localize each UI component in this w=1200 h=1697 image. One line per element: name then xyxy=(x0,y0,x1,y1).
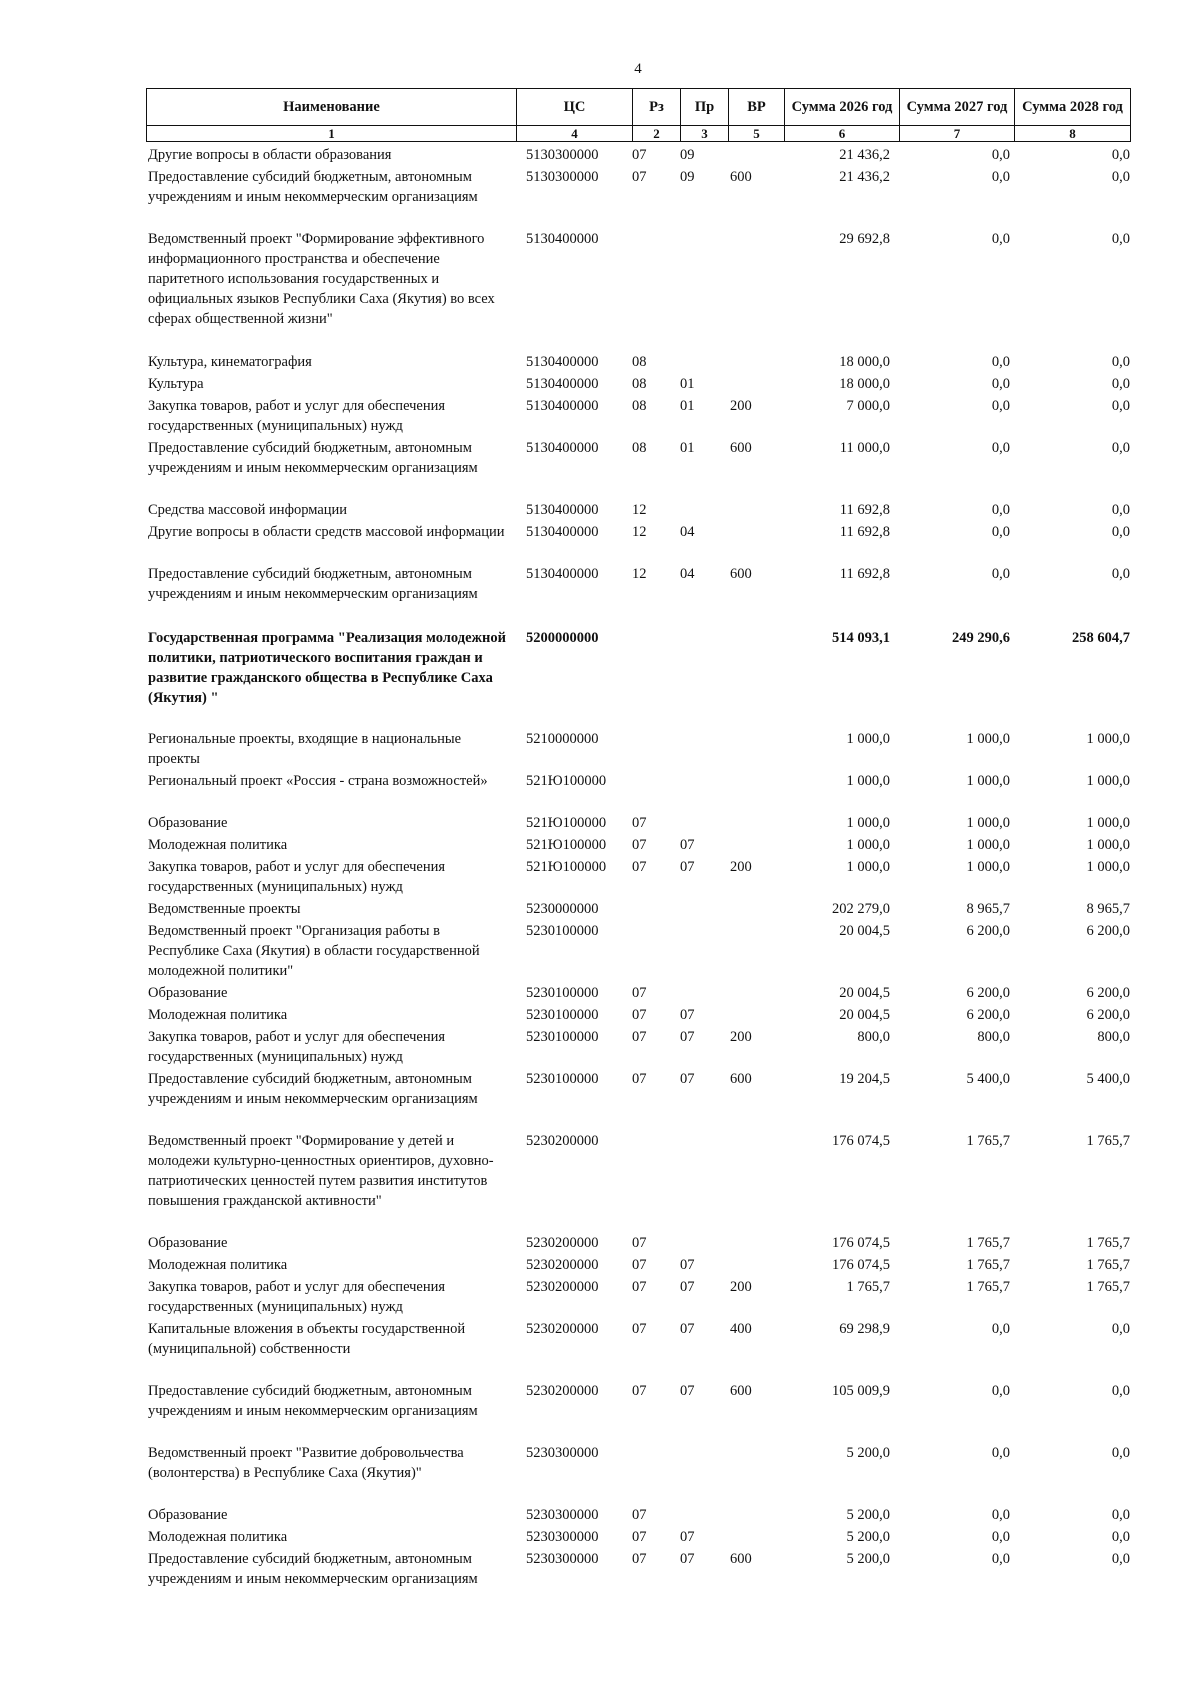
row-pr: 04 xyxy=(680,566,695,582)
row-vr: 600 xyxy=(730,1383,752,1399)
row-sum-2027: 0,0 xyxy=(991,1445,1010,1461)
row-sum-2028: 8 965,7 xyxy=(1086,901,1130,917)
row-cs: 5230200000 xyxy=(526,1383,599,1399)
row-sum-2027: 1 000,0 xyxy=(966,773,1010,789)
row-name: Региональный проект «Россия - страна возможностей» xyxy=(148,773,488,789)
row-sum-2028: 0,0 xyxy=(1111,231,1130,247)
row-name: Ведомственный проект "Развитие добровольчества (волонтерства) в Республике Саха (Якутия)" xyxy=(148,1445,464,1481)
row-sum-2028: 0,0 xyxy=(1111,1507,1130,1523)
row-sum-2026: 202 279,0 xyxy=(832,901,890,917)
row-rz: 12 xyxy=(632,524,647,540)
row-sum-2028: 0,0 xyxy=(1111,1529,1130,1545)
header-vr: ВР xyxy=(729,89,785,126)
row-sum-2027: 0,0 xyxy=(991,354,1010,370)
row-sum-2026: 21 436,2 xyxy=(839,169,890,185)
row-sum-2027: 800,0 xyxy=(977,1029,1010,1045)
row-sum-2026: 5 200,0 xyxy=(846,1551,890,1567)
row-pr: 07 xyxy=(680,1529,695,1545)
header-num-rz: 2 xyxy=(633,126,681,142)
row-sum-2028: 6 200,0 xyxy=(1086,923,1130,939)
row-sum-2027: 6 200,0 xyxy=(966,1007,1010,1023)
row-rz: 07 xyxy=(632,169,647,185)
row-name: Другие вопросы в области образования xyxy=(148,147,392,163)
row-sum-2028: 6 200,0 xyxy=(1086,1007,1130,1023)
row-sum-2027: 0,0 xyxy=(991,440,1010,456)
row-cs: 5130300000 xyxy=(526,169,599,185)
row-vr: 600 xyxy=(730,1551,752,1567)
row-sum-2027: 0,0 xyxy=(991,1321,1010,1337)
row-sum-2028: 1 765,7 xyxy=(1086,1257,1130,1273)
row-name: Капитальные вложения в объекты государственной (муниципальной) собственности xyxy=(148,1321,466,1357)
row-rz: 12 xyxy=(632,502,647,518)
row-name: Ведомственные проекты xyxy=(148,901,301,917)
row-rz: 07 xyxy=(632,147,647,163)
row-vr: 200 xyxy=(730,1029,752,1045)
header-num-vr: 5 xyxy=(729,126,785,142)
row-name: Образование xyxy=(148,815,228,831)
row-pr: 07 xyxy=(680,1383,695,1399)
row-sum-2028: 0,0 xyxy=(1111,566,1130,582)
row-sum-2028: 6 200,0 xyxy=(1086,985,1130,1001)
row-sum-2028: 1 000,0 xyxy=(1086,859,1130,875)
row-pr: 09 xyxy=(680,169,695,185)
row-name: Образование xyxy=(148,985,228,1001)
row-cs: 5210000000 xyxy=(526,731,599,747)
row-sum-2027: 0,0 xyxy=(991,524,1010,540)
row-rz: 07 xyxy=(632,1257,647,1273)
row-sum-2026: 20 004,5 xyxy=(839,985,890,1001)
row-name: Средства массовой информации xyxy=(148,502,348,518)
row-cs: 521Ю100000 xyxy=(526,773,607,789)
row-cs: 5230100000 xyxy=(526,1071,599,1087)
row-sum-2026: 11 000,0 xyxy=(839,440,890,456)
row-cs: 5130400000 xyxy=(526,566,599,582)
row-sum-2026: 176 074,5 xyxy=(832,1235,890,1251)
header-sum-2026: Сумма 2026 год xyxy=(785,89,900,126)
header-sum-2028: Сумма 2028 год xyxy=(1015,89,1131,126)
row-sum-2026: 5 200,0 xyxy=(846,1529,890,1545)
row-cs: 5130300000 xyxy=(526,147,599,163)
header-sum-2027: Сумма 2027 год xyxy=(900,89,1015,126)
row-pr: 07 xyxy=(680,1257,695,1273)
row-sum-2026: 19 204,5 xyxy=(839,1071,890,1087)
row-sum-2026: 7 000,0 xyxy=(846,398,890,414)
header-num-sum-2028: 8 xyxy=(1015,126,1131,142)
row-sum-2027: 0,0 xyxy=(991,502,1010,518)
header-cs: ЦС xyxy=(517,89,633,126)
row-sum-2026: 514 093,1 xyxy=(832,630,890,646)
row-sum-2027: 1 000,0 xyxy=(966,731,1010,747)
row-sum-2026: 11 692,8 xyxy=(839,566,890,582)
row-sum-2027: 1 765,7 xyxy=(966,1133,1010,1149)
row-vr: 400 xyxy=(730,1321,752,1337)
row-vr: 600 xyxy=(730,169,752,185)
row-cs: 521Ю100000 xyxy=(526,837,607,853)
row-sum-2026: 18 000,0 xyxy=(839,354,890,370)
row-sum-2027: 0,0 xyxy=(991,1551,1010,1567)
row-rz: 07 xyxy=(632,815,647,831)
row-rz: 08 xyxy=(632,376,647,392)
row-sum-2028: 800,0 xyxy=(1097,1029,1130,1045)
row-name: Региональные проекты, входящие в национальные проекты xyxy=(148,731,462,767)
row-cs: 5230300000 xyxy=(526,1529,599,1545)
row-sum-2028: 258 604,7 xyxy=(1072,630,1130,646)
row-sum-2027: 8 965,7 xyxy=(966,901,1010,917)
row-name: Образование xyxy=(148,1235,228,1251)
header-num-sum-2026: 6 xyxy=(785,126,900,142)
row-name: Другие вопросы в области средств массовой информации xyxy=(148,524,505,540)
row-cs: 5230200000 xyxy=(526,1133,599,1149)
row-pr: 09 xyxy=(680,147,695,163)
row-cs: 5230300000 xyxy=(526,1445,599,1461)
row-sum-2027: 0,0 xyxy=(991,147,1010,163)
row-pr: 07 xyxy=(680,837,695,853)
row-cs: 5130400000 xyxy=(526,376,599,392)
row-pr: 07 xyxy=(680,1007,695,1023)
row-sum-2028: 0,0 xyxy=(1111,1321,1130,1337)
row-name: Ведомственный проект "Формирование у детей и молодежи культурно-ценностных ориентиров, духовно-патриотических ценностей путем развития институтов повышения гражданской активности" xyxy=(148,1133,494,1209)
row-rz: 07 xyxy=(632,837,647,853)
row-rz: 08 xyxy=(632,354,647,370)
header-rz: Рз xyxy=(633,89,681,126)
row-cs: 521Ю100000 xyxy=(526,859,607,875)
row-sum-2028: 1 765,7 xyxy=(1086,1235,1130,1251)
row-sum-2028: 0,0 xyxy=(1111,1383,1130,1399)
row-name: Закупка товаров, работ и услуг для обеспечения государственных (муниципальных) нужд xyxy=(148,1029,446,1065)
row-name: Образование xyxy=(148,1507,228,1523)
row-sum-2028: 1 000,0 xyxy=(1086,731,1130,747)
row-sum-2028: 0,0 xyxy=(1111,354,1130,370)
row-rz: 07 xyxy=(632,985,647,1001)
header-num-pr: 3 xyxy=(681,126,729,142)
row-cs: 5230100000 xyxy=(526,923,599,939)
row-sum-2026: 20 004,5 xyxy=(839,1007,890,1023)
row-pr: 07 xyxy=(680,859,695,875)
row-sum-2027: 5 400,0 xyxy=(966,1071,1010,1087)
row-sum-2026: 5 200,0 xyxy=(846,1507,890,1523)
row-sum-2028: 0,0 xyxy=(1111,376,1130,392)
row-sum-2026: 11 692,8 xyxy=(839,524,890,540)
row-vr: 600 xyxy=(730,566,752,582)
row-sum-2028: 0,0 xyxy=(1111,502,1130,518)
row-sum-2026: 1 000,0 xyxy=(846,837,890,853)
row-cs: 5200000000 xyxy=(526,630,599,646)
row-sum-2028: 0,0 xyxy=(1111,147,1130,163)
row-sum-2027: 1 765,7 xyxy=(966,1235,1010,1251)
row-vr: 200 xyxy=(730,859,752,875)
row-rz: 07 xyxy=(632,1383,647,1399)
row-name: Молодежная политика xyxy=(148,1529,288,1545)
row-name: Молодежная политика xyxy=(148,1007,288,1023)
row-rz: 08 xyxy=(632,398,647,414)
row-sum-2028: 0,0 xyxy=(1111,1445,1130,1461)
row-rz: 07 xyxy=(632,1029,647,1045)
row-rz: 07 xyxy=(632,1529,647,1545)
row-sum-2028: 1 765,7 xyxy=(1086,1279,1130,1295)
row-pr: 01 xyxy=(680,440,695,456)
row-rz: 07 xyxy=(632,1279,647,1295)
header-num-name: 1 xyxy=(147,126,517,142)
row-cs: 5130400000 xyxy=(526,524,599,540)
row-vr: 200 xyxy=(730,398,752,414)
header-name: Наименование xyxy=(147,89,517,126)
row-cs: 5230300000 xyxy=(526,1551,599,1567)
row-cs: 5230200000 xyxy=(526,1235,599,1251)
row-name: Предоставление субсидий бюджетным, автономным учреждениям и иным некоммерческим организациям xyxy=(148,1071,478,1107)
row-sum-2026: 69 298,9 xyxy=(839,1321,890,1337)
row-name: Молодежная политика xyxy=(148,837,288,853)
row-sum-2026: 1 765,7 xyxy=(846,1279,890,1295)
row-rz: 07 xyxy=(632,1007,647,1023)
row-sum-2028: 0,0 xyxy=(1111,1551,1130,1567)
row-name: Предоставление субсидий бюджетным, автономным учреждениям и иным некоммерческим организациям xyxy=(148,1551,478,1587)
row-sum-2026: 1 000,0 xyxy=(846,815,890,831)
row-sum-2027: 1 765,7 xyxy=(966,1279,1010,1295)
row-sum-2027: 6 200,0 xyxy=(966,923,1010,939)
row-sum-2027: 0,0 xyxy=(991,169,1010,185)
row-name: Культура xyxy=(148,376,204,392)
header-num-sum-2027: 7 xyxy=(900,126,1015,142)
header-num-cs: 4 xyxy=(517,126,633,142)
row-rz: 08 xyxy=(632,440,647,456)
row-sum-2028: 1 000,0 xyxy=(1086,815,1130,831)
row-cs: 5230200000 xyxy=(526,1279,599,1295)
row-sum-2027: 249 290,6 xyxy=(952,630,1010,646)
table-header xyxy=(146,88,1131,142)
row-rz: 07 xyxy=(632,1235,647,1251)
row-sum-2026: 20 004,5 xyxy=(839,923,890,939)
row-sum-2028: 1 000,0 xyxy=(1086,773,1130,789)
row-cs: 5130400000 xyxy=(526,231,599,247)
row-vr: 600 xyxy=(730,1071,752,1087)
row-name: Предоставление субсидий бюджетным, автономным учреждениям и иным некоммерческим организациям xyxy=(148,566,478,602)
row-name: Предоставление субсидий бюджетным, автономным учреждениям и иным некоммерческим организациям xyxy=(148,1383,478,1419)
row-name: Ведомственный проект "Формирование эффективного информационного пространства и обеспечение паритетного использования государственных и официальных языков Республики Саха (Якутия) во всех сферах общественной жизни" xyxy=(148,231,495,327)
row-pr: 04 xyxy=(680,524,695,540)
row-sum-2027: 0,0 xyxy=(991,231,1010,247)
row-rz: 12 xyxy=(632,566,647,582)
row-sum-2026: 18 000,0 xyxy=(839,376,890,392)
row-pr: 07 xyxy=(680,1321,695,1337)
row-cs: 5130400000 xyxy=(526,502,599,518)
row-name: Закупка товаров, работ и услуг для обеспечения государственных (муниципальных) нужд xyxy=(148,1279,446,1315)
row-sum-2027: 0,0 xyxy=(991,398,1010,414)
row-name: Культура, кинематография xyxy=(148,354,312,370)
row-rz: 07 xyxy=(632,1551,647,1567)
row-cs: 5130400000 xyxy=(526,354,599,370)
row-sum-2026: 29 692,8 xyxy=(839,231,890,247)
row-sum-2027: 1 000,0 xyxy=(966,815,1010,831)
row-sum-2028: 1 000,0 xyxy=(1086,837,1130,853)
row-name: Молодежная политика xyxy=(148,1257,288,1273)
row-pr: 07 xyxy=(680,1279,695,1295)
row-cs: 5230100000 xyxy=(526,985,599,1001)
row-cs: 5230100000 xyxy=(526,1029,599,1045)
row-pr: 01 xyxy=(680,376,695,392)
row-sum-2026: 176 074,5 xyxy=(832,1257,890,1273)
row-name: Ведомственный проект "Организация работы в Республике Саха (Якутия) в области государственной молодежной политики" xyxy=(148,923,480,979)
row-sum-2027: 1 000,0 xyxy=(966,859,1010,875)
row-cs: 5130400000 xyxy=(526,440,599,456)
row-name: Закупка товаров, работ и услуг для обеспечения государственных (муниципальных) нужд xyxy=(148,859,446,895)
row-sum-2026: 1 000,0 xyxy=(846,773,890,789)
row-sum-2027: 0,0 xyxy=(991,1507,1010,1523)
row-sum-2027: 1 765,7 xyxy=(966,1257,1010,1273)
row-sum-2028: 1 765,7 xyxy=(1086,1133,1130,1149)
row-cs: 5230100000 xyxy=(526,1007,599,1023)
row-cs: 521Ю100000 xyxy=(526,815,607,831)
row-sum-2027: 0,0 xyxy=(991,376,1010,392)
row-rz: 07 xyxy=(632,1507,647,1523)
page-number: 4 xyxy=(634,61,642,77)
row-rz: 07 xyxy=(632,1321,647,1337)
row-cs: 5130400000 xyxy=(526,398,599,414)
row-pr: 07 xyxy=(680,1029,695,1045)
header-pr: Пр xyxy=(681,89,729,126)
row-sum-2028: 0,0 xyxy=(1111,440,1130,456)
row-name: Предоставление субсидий бюджетным, автономным учреждениям и иным некоммерческим организациям xyxy=(148,169,478,205)
row-name: Закупка товаров, работ и услуг для обеспечения государственных (муниципальных) нужд xyxy=(148,398,446,434)
row-vr: 200 xyxy=(730,1279,752,1295)
row-sum-2027: 1 000,0 xyxy=(966,837,1010,853)
row-rz: 07 xyxy=(632,1071,647,1087)
row-sum-2026: 105 009,9 xyxy=(832,1383,890,1399)
row-sum-2027: 0,0 xyxy=(991,566,1010,582)
row-sum-2028: 0,0 xyxy=(1111,398,1130,414)
row-sum-2026: 1 000,0 xyxy=(846,859,890,875)
row-vr: 600 xyxy=(730,440,752,456)
row-rz: 07 xyxy=(632,859,647,875)
row-sum-2027: 0,0 xyxy=(991,1383,1010,1399)
row-sum-2026: 11 692,8 xyxy=(839,502,890,518)
row-sum-2028: 0,0 xyxy=(1111,524,1130,540)
row-pr: 01 xyxy=(680,398,695,414)
row-sum-2027: 6 200,0 xyxy=(966,985,1010,1001)
row-cs: 5230000000 xyxy=(526,901,599,917)
row-sum-2026: 176 074,5 xyxy=(832,1133,890,1149)
row-pr: 07 xyxy=(680,1071,695,1087)
row-name: Предоставление субсидий бюджетным, автономным учреждениям и иным некоммерческим организациям xyxy=(148,440,478,476)
row-sum-2028: 0,0 xyxy=(1111,169,1130,185)
row-cs: 5230200000 xyxy=(526,1257,599,1273)
row-name: Государственная программа "Реализация молодежной политики, патриотического воспитания граждан и развитие гражданского общества в Республике Саха (Якутия) " xyxy=(148,630,507,706)
row-cs: 5230300000 xyxy=(526,1507,599,1523)
row-sum-2028: 5 400,0 xyxy=(1086,1071,1130,1087)
row-sum-2026: 5 200,0 xyxy=(846,1445,890,1461)
row-sum-2026: 21 436,2 xyxy=(839,147,890,163)
row-sum-2026: 800,0 xyxy=(857,1029,890,1045)
row-sum-2026: 1 000,0 xyxy=(846,731,890,747)
row-sum-2027: 0,0 xyxy=(991,1529,1010,1545)
row-pr: 07 xyxy=(680,1551,695,1567)
row-cs: 5230200000 xyxy=(526,1321,599,1337)
